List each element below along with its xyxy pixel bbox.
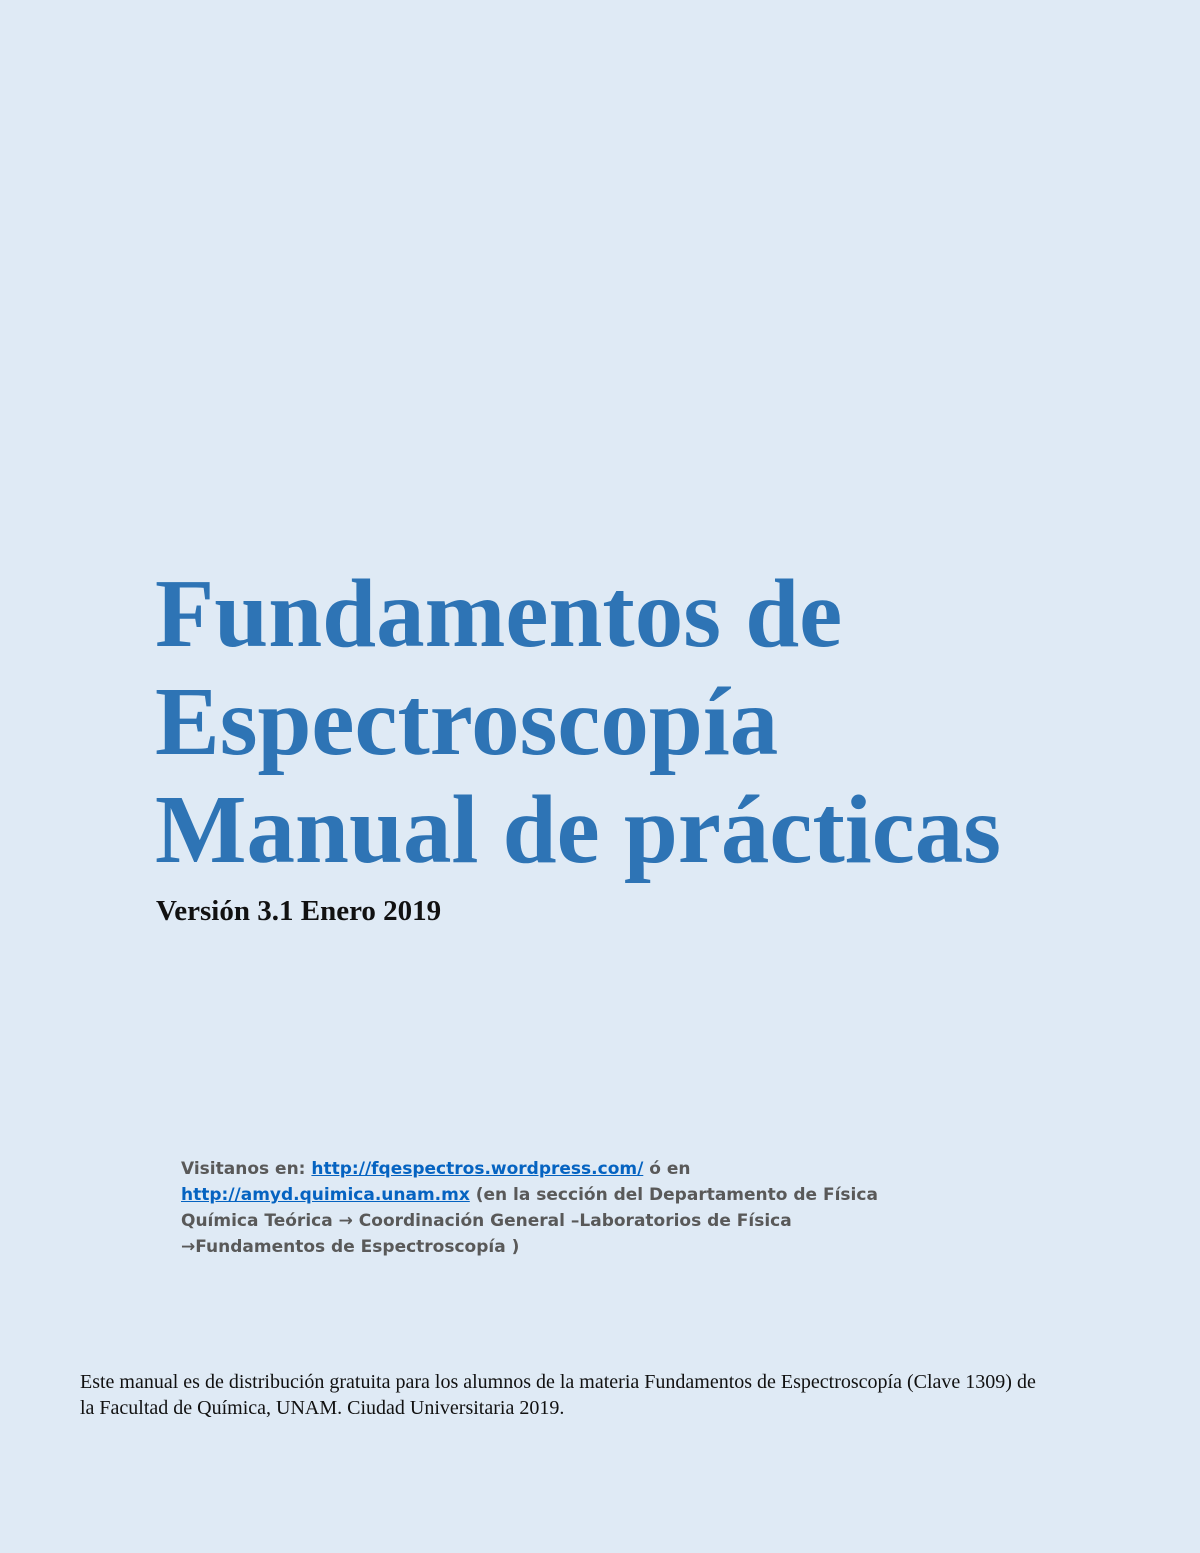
title-line-2: Espectroscopía — [155, 668, 779, 775]
visit-line-1 — [181, 1156, 881, 1182]
arrow-right-icon: → — [338, 1211, 353, 1231]
wordpress-link[interactable]: http://fqespectros.wordpress.com/ — [311, 1159, 644, 1179]
visit-line-3-part2: Coordinación General –Laboratorios de Física — [352, 1211, 792, 1231]
visit-info — [181, 1156, 881, 1260]
visit-between: ó en — [643, 1159, 691, 1179]
version-text: Versión 3.1 Enero 2019 — [156, 895, 442, 927]
visit-line-2 — [181, 1182, 881, 1208]
footer-line-2: la Facultad de Química, UNAM. Ciudad Universitaria 2019. — [80, 1397, 565, 1419]
visit-line-3-part1: Química Teórica — [181, 1211, 339, 1231]
title-line-1: Fundamentos de — [155, 560, 843, 667]
visit-line-2-suffix: (en la sección del Departamento de Física — [469, 1185, 878, 1205]
arrow-right-icon: → — [181, 1237, 196, 1257]
visit-line-4-text: Fundamentos de Espectroscopía ) — [195, 1237, 520, 1257]
distribution-note — [80, 1369, 1140, 1421]
document-title — [155, 560, 1155, 884]
visit-line-3 — [181, 1208, 881, 1234]
unam-link[interactable]: http://amyd.quimica.unam.mx — [181, 1185, 470, 1205]
title-line-3: Manual de prácticas — [155, 776, 1002, 883]
visit-line-4 — [181, 1234, 881, 1260]
visit-prefix: Visitanos en: — [181, 1159, 312, 1179]
footer-line-1: Este manual es de distribución gratuita para los alumnos de la materia Fundamentos de Espectroscopía (Clave 1309) de — [80, 1371, 1036, 1393]
